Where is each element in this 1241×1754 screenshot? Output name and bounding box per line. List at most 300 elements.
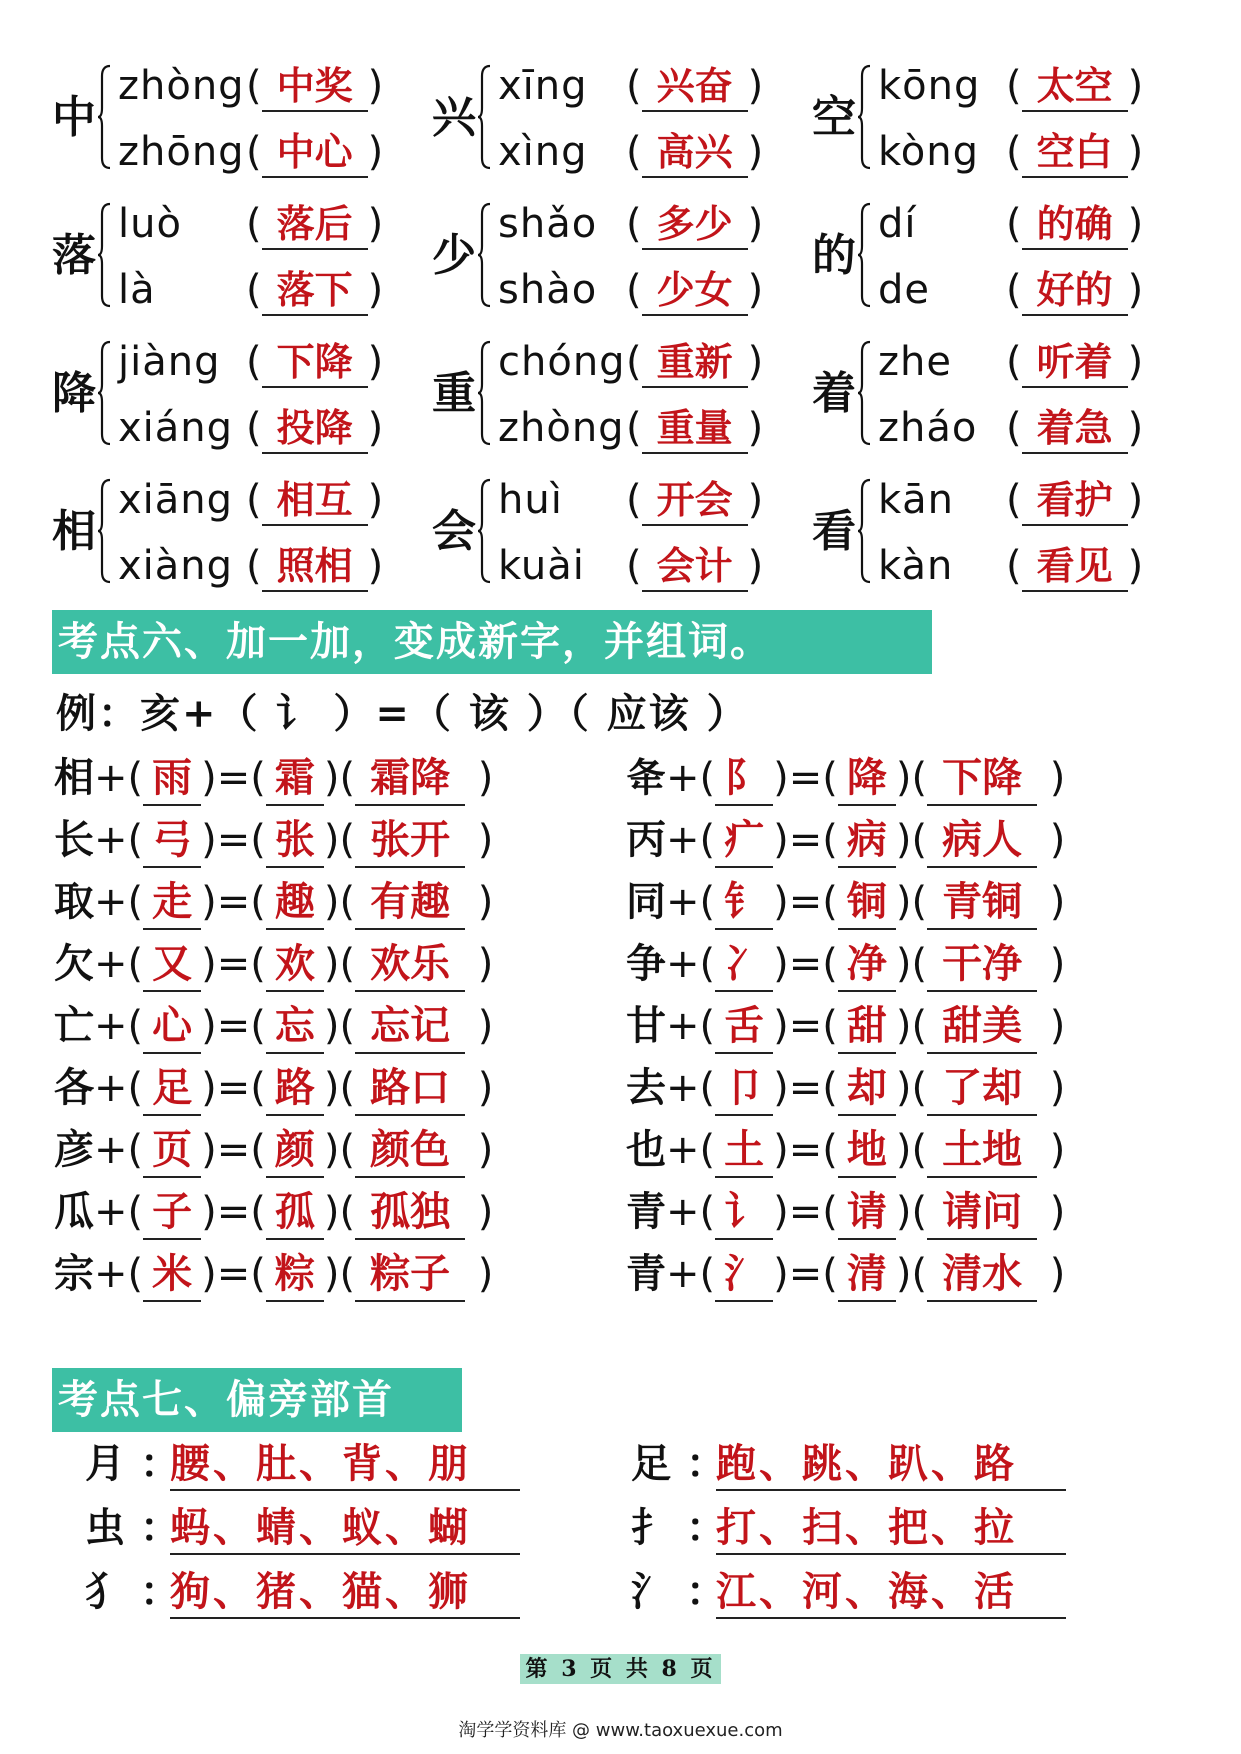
- paren-join: )(: [323, 1251, 356, 1297]
- pinyin: huì: [498, 477, 563, 523]
- source-watermark: 淘学学资料库 @ www.taoxuexue.com: [458, 1720, 783, 1741]
- open-paren: (: [246, 201, 262, 247]
- polyphonic-char: 重: [432, 368, 476, 419]
- section6-example: 例：亥+（ 讠 ）=（ 该 ）（ 应该 ）: [56, 690, 749, 737]
- word-wrap: [626, 58, 763, 114]
- add-radical-row: [626, 1120, 1065, 1180]
- word-answer: 张开: [355, 814, 465, 868]
- base-char: 夅: [626, 754, 666, 801]
- word-answer: 孤独: [355, 1186, 465, 1240]
- polyphonic-entry: [52, 472, 432, 596]
- open-paren: (: [1006, 477, 1022, 523]
- radical-row: [70, 1434, 520, 1494]
- open-paren: (: [626, 201, 642, 247]
- equals-sign: )=(: [773, 1251, 838, 1297]
- word-wrap: [246, 58, 383, 114]
- base-char: 宗: [54, 1250, 94, 1297]
- base-char: 青: [626, 1188, 666, 1235]
- equals-sign: )=(: [201, 817, 266, 863]
- section7-title: 考点七、偏旁部首: [52, 1368, 462, 1432]
- base-char: 相: [54, 754, 94, 801]
- radical-chars: 江、河、海、活: [716, 1567, 1066, 1619]
- polyphonic-entry: [52, 58, 432, 182]
- equals-sign: )=(: [201, 1127, 266, 1173]
- brace-icon: [858, 64, 872, 170]
- answer-word: 的确: [1022, 200, 1128, 250]
- word-answer: 青铜: [927, 876, 1037, 930]
- word-wrap: [246, 400, 383, 456]
- paren-join: )(: [895, 879, 928, 925]
- plus-sign: +(: [94, 755, 144, 801]
- equals-sign: )=(: [201, 1251, 266, 1297]
- radical-row: [616, 1498, 1066, 1558]
- open-paren: (: [626, 477, 642, 523]
- open-paren: (: [626, 267, 642, 313]
- pinyin: xiáng: [118, 405, 234, 451]
- radical-answer: 氵: [715, 1248, 773, 1302]
- word-answer: 清水: [927, 1248, 1037, 1302]
- close-paren: ): [747, 129, 764, 175]
- close-paren: ): [367, 339, 384, 385]
- open-paren: (: [246, 63, 262, 109]
- radical-answer: 足: [143, 1062, 201, 1116]
- answer-word: 会计: [642, 542, 748, 592]
- brace-icon: [478, 340, 492, 446]
- char-answer: 孤: [266, 1186, 324, 1240]
- close-paren: ): [1127, 339, 1144, 385]
- close-paren: ): [1037, 941, 1066, 987]
- word-answer: 甜美: [927, 1000, 1037, 1054]
- add-radical-row: [626, 1058, 1065, 1118]
- open-paren: (: [626, 63, 642, 109]
- polyphonic-char: 落: [52, 230, 96, 281]
- pinyin: xiàng: [118, 543, 234, 589]
- word-answer: 欢乐: [355, 938, 465, 992]
- word-answer: 路口: [355, 1062, 465, 1116]
- open-paren: (: [1006, 63, 1022, 109]
- open-paren: (: [246, 405, 262, 451]
- char-answer: 忘: [266, 1000, 324, 1054]
- colon: ：: [140, 1568, 180, 1615]
- word-wrap: [246, 196, 383, 252]
- close-paren: ): [747, 543, 764, 589]
- radical-answer: 舌: [715, 1000, 773, 1054]
- close-paren: ): [367, 201, 384, 247]
- polyphonic-char: 着: [812, 368, 856, 419]
- brace-icon: [478, 64, 492, 170]
- plus-sign: +(: [94, 879, 144, 925]
- word-wrap: [246, 472, 383, 528]
- word-answer: 有趣: [355, 876, 465, 930]
- word-wrap: [626, 400, 763, 456]
- char-answer: 欢: [266, 938, 324, 992]
- close-paren: ): [1037, 1065, 1066, 1111]
- equals-sign: )=(: [773, 879, 838, 925]
- open-paren: (: [1006, 405, 1022, 451]
- word-wrap: [626, 538, 763, 594]
- colon: ：: [140, 1504, 180, 1551]
- close-paren: ): [1127, 129, 1144, 175]
- pinyin: xìng: [498, 129, 588, 175]
- polyphonic-char: 兴: [432, 92, 476, 143]
- add-radical-row: [626, 1182, 1065, 1242]
- close-paren: ): [747, 477, 764, 523]
- close-paren: ): [465, 941, 494, 987]
- equals-sign: )=(: [201, 941, 266, 987]
- word-wrap: [246, 262, 383, 318]
- polyphonic-entry: [812, 196, 1192, 320]
- plus-sign: +(: [666, 1127, 716, 1173]
- close-paren: ): [1127, 201, 1144, 247]
- radical-answer: 又: [143, 938, 201, 992]
- paren-join: )(: [323, 941, 356, 987]
- add-radical-row: [626, 748, 1065, 808]
- pinyin: kàn: [878, 543, 954, 589]
- polyphonic-char: 相: [52, 506, 96, 557]
- equals-sign: )=(: [773, 1127, 838, 1173]
- base-char: 亡: [54, 1002, 94, 1049]
- answer-word: 照相: [262, 542, 368, 592]
- paren-join: )(: [323, 755, 356, 801]
- equals-sign: )=(: [201, 1065, 266, 1111]
- answer-word: 落下: [262, 266, 368, 316]
- colon: ：: [686, 1440, 726, 1487]
- answer-word: 下降: [262, 338, 368, 388]
- plus-sign: +(: [94, 941, 144, 987]
- radical-chars: 狗、猪、猫、狮: [170, 1567, 520, 1619]
- polyphonic-char: 看: [812, 506, 856, 557]
- plus-sign: +(: [94, 1189, 144, 1235]
- radical-answer: 土: [715, 1124, 773, 1178]
- word-answer: 病人: [927, 814, 1037, 868]
- pinyin: de: [878, 267, 930, 313]
- pinyin: zhòng: [118, 63, 245, 109]
- open-paren: (: [626, 129, 642, 175]
- answer-word: 重量: [642, 404, 748, 454]
- char-answer: 请: [838, 1186, 896, 1240]
- radical-row: [70, 1562, 520, 1622]
- close-paren: ): [465, 755, 494, 801]
- plus-sign: +(: [94, 817, 144, 863]
- close-paren: ): [1037, 1251, 1066, 1297]
- paren-join: )(: [323, 1003, 356, 1049]
- paren-join: )(: [895, 1127, 928, 1173]
- base-char: 欠: [54, 940, 94, 987]
- open-paren: (: [1006, 129, 1022, 175]
- base-char: 取: [54, 878, 94, 925]
- word-wrap: [246, 334, 383, 390]
- radical-answer: 疒: [715, 814, 773, 868]
- add-radical-row: [54, 872, 493, 932]
- pinyin: dí: [878, 201, 917, 247]
- equals-sign: )=(: [773, 1003, 838, 1049]
- radical: 虫: [85, 1504, 125, 1551]
- answer-word: 看见: [1022, 542, 1128, 592]
- radical: 扌: [631, 1504, 671, 1551]
- add-radical-row: [626, 934, 1065, 994]
- plus-sign: +(: [94, 1065, 144, 1111]
- close-paren: ): [1127, 477, 1144, 523]
- equals-sign: )=(: [773, 1189, 838, 1235]
- answer-word: 高兴: [642, 128, 748, 178]
- word-wrap: [1006, 400, 1143, 456]
- char-answer: 降: [838, 752, 896, 806]
- plus-sign: +(: [666, 1251, 716, 1297]
- answer-word: 中奖: [262, 62, 368, 112]
- radical-chars: 腰、肚、背、朋: [170, 1439, 520, 1491]
- add-radical-row: [54, 1058, 493, 1118]
- word-wrap: [1006, 58, 1143, 114]
- base-char: 也: [626, 1126, 666, 1173]
- open-paren: (: [246, 267, 262, 313]
- brace-icon: [98, 64, 112, 170]
- pinyin: xīng: [498, 63, 588, 109]
- pinyin: shào: [498, 267, 598, 313]
- brace-icon: [478, 478, 492, 584]
- word-wrap: [1006, 262, 1143, 318]
- radical-answer: 米: [143, 1248, 201, 1302]
- polyphonic-entry: [812, 472, 1192, 596]
- add-radical-row: [54, 748, 493, 808]
- base-char: 甘: [626, 1002, 666, 1049]
- close-paren: ): [465, 1189, 494, 1235]
- radical-chars: 跑、跳、趴、路: [716, 1439, 1066, 1491]
- char-answer: 铜: [838, 876, 896, 930]
- open-paren: (: [1006, 339, 1022, 385]
- radical-answer: 走: [143, 876, 201, 930]
- plus-sign: +(: [666, 879, 716, 925]
- open-paren: (: [626, 339, 642, 385]
- polyphonic-entry: [432, 334, 812, 458]
- radical-answer: 雨: [143, 752, 201, 806]
- base-char: 彦: [54, 1126, 94, 1173]
- char-answer: 清: [838, 1248, 896, 1302]
- answer-word: 太空: [1022, 62, 1128, 112]
- close-paren: ): [1037, 1127, 1066, 1173]
- polyphonic-char: 的: [812, 230, 856, 281]
- radical: 犭: [85, 1568, 125, 1615]
- equals-sign: )=(: [201, 755, 266, 801]
- colon: ：: [140, 1440, 180, 1487]
- equals-sign: )=(: [773, 755, 838, 801]
- base-char: 丙: [626, 816, 666, 863]
- colon: ：: [686, 1504, 726, 1551]
- colon: ：: [686, 1568, 726, 1615]
- add-radical-row: [54, 996, 493, 1056]
- word-answer: 霜降: [355, 752, 465, 806]
- polyphonic-char: 降: [52, 368, 96, 419]
- base-char: 青: [626, 1250, 666, 1297]
- close-paren: ): [367, 543, 384, 589]
- pinyin: zhōng: [118, 129, 245, 175]
- answer-word: 投降: [262, 404, 368, 454]
- word-wrap: [1006, 538, 1143, 594]
- radical-answer: 讠: [715, 1186, 773, 1240]
- brace-icon: [478, 202, 492, 308]
- pinyin: kōng: [878, 63, 981, 109]
- word-wrap: [626, 472, 763, 528]
- close-paren: ): [367, 405, 384, 451]
- word-wrap: [626, 334, 763, 390]
- polyphonic-entry: [812, 334, 1192, 458]
- open-paren: (: [626, 405, 642, 451]
- word-answer: 忘记: [355, 1000, 465, 1054]
- radical-answer: 弓: [143, 814, 201, 868]
- pinyin: kòng: [878, 129, 979, 175]
- close-paren: ): [1037, 879, 1066, 925]
- close-paren: ): [747, 267, 764, 313]
- close-paren: ): [1037, 1189, 1066, 1235]
- close-paren: ): [367, 63, 384, 109]
- answer-word: 听着: [1022, 338, 1128, 388]
- pinyin: zháo: [878, 405, 978, 451]
- plus-sign: +(: [94, 1003, 144, 1049]
- polyphonic-entry: [432, 58, 812, 182]
- open-paren: (: [246, 477, 262, 523]
- close-paren: ): [1037, 755, 1066, 801]
- add-radical-row: [626, 1244, 1065, 1304]
- plus-sign: +(: [666, 755, 716, 801]
- char-answer: 粽: [266, 1248, 324, 1302]
- brace-icon: [858, 340, 872, 446]
- equals-sign: )=(: [773, 941, 838, 987]
- base-char: 去: [626, 1064, 666, 1111]
- brace-icon: [98, 478, 112, 584]
- polyphonic-entry: [52, 196, 432, 320]
- polyphonic-char: 会: [432, 506, 476, 557]
- close-paren: ): [367, 477, 384, 523]
- plus-sign: +(: [666, 1189, 716, 1235]
- paren-join: )(: [895, 1251, 928, 1297]
- radical-row: [616, 1562, 1066, 1622]
- word-answer: 颜色: [355, 1124, 465, 1178]
- pinyin: kuài: [498, 543, 585, 589]
- close-paren: ): [1037, 817, 1066, 863]
- base-char: 争: [626, 940, 666, 987]
- polyphonic-entry: [52, 334, 432, 458]
- page-number-label: 第 3 页 共 8 页: [520, 1654, 722, 1684]
- plus-sign: +(: [666, 941, 716, 987]
- word-answer: 请问: [927, 1186, 1037, 1240]
- base-char: 长: [54, 816, 94, 863]
- paren-join: )(: [323, 1189, 356, 1235]
- paren-join: )(: [323, 879, 356, 925]
- pinyin: chóng: [498, 339, 626, 385]
- base-char: 各: [54, 1064, 94, 1111]
- answer-word: 开会: [642, 476, 748, 526]
- section6-title: 考点六、加一加，变成新字，并组词。: [52, 610, 932, 674]
- radical-answer: 心: [143, 1000, 201, 1054]
- radical-answer: 卩: [715, 1062, 773, 1116]
- word-wrap: [1006, 472, 1143, 528]
- add-radical-row: [54, 934, 493, 994]
- close-paren: ): [465, 1127, 494, 1173]
- add-radical-row: [626, 872, 1065, 932]
- pinyin: shǎo: [498, 201, 598, 247]
- add-radical-row: [54, 1120, 493, 1180]
- equals-sign: )=(: [773, 1065, 838, 1111]
- open-paren: (: [246, 543, 262, 589]
- brace-icon: [858, 478, 872, 584]
- close-paren: ): [747, 405, 764, 451]
- pinyin: là: [118, 267, 156, 313]
- open-paren: (: [1006, 201, 1022, 247]
- radical: 月: [85, 1440, 125, 1487]
- answer-word: 相互: [262, 476, 368, 526]
- paren-join: )(: [895, 755, 928, 801]
- close-paren: ): [747, 201, 764, 247]
- answer-word: 落后: [262, 200, 368, 250]
- radical-row: [616, 1434, 1066, 1494]
- add-radical-row: [54, 810, 493, 870]
- close-paren: ): [367, 267, 384, 313]
- add-radical-row: [626, 810, 1065, 870]
- answer-word: 多少: [642, 200, 748, 250]
- answer-word: 中心: [262, 128, 368, 178]
- close-paren: ): [465, 1065, 494, 1111]
- add-radical-row: [626, 996, 1065, 1056]
- answer-word: 看护: [1022, 476, 1128, 526]
- page-number: [0, 1652, 1241, 1683]
- close-paren: ): [747, 63, 764, 109]
- base-char: 同: [626, 878, 666, 925]
- close-paren: ): [1037, 1003, 1066, 1049]
- pinyin: luò: [118, 201, 182, 247]
- char-answer: 路: [266, 1062, 324, 1116]
- word-wrap: [626, 196, 763, 252]
- brace-icon: [98, 202, 112, 308]
- word-wrap: [1006, 124, 1143, 180]
- paren-join: )(: [323, 817, 356, 863]
- char-answer: 颜: [266, 1124, 324, 1178]
- answer-word: 好的: [1022, 266, 1128, 316]
- radical-answer: 子: [143, 1186, 201, 1240]
- word-answer: 干净: [927, 938, 1037, 992]
- char-answer: 趣: [266, 876, 324, 930]
- close-paren: ): [367, 129, 384, 175]
- answer-word: 空白: [1022, 128, 1128, 178]
- paren-join: )(: [323, 1065, 356, 1111]
- plus-sign: +(: [666, 817, 716, 863]
- word-wrap: [626, 124, 763, 180]
- radical-row: [70, 1498, 520, 1558]
- word-wrap: [1006, 334, 1143, 390]
- word-answer: 下降: [927, 752, 1037, 806]
- close-paren: ): [465, 879, 494, 925]
- close-paren: ): [1127, 405, 1144, 451]
- answer-word: 重新: [642, 338, 748, 388]
- paren-join: )(: [895, 941, 928, 987]
- equals-sign: )=(: [201, 879, 266, 925]
- radical: 氵: [631, 1568, 671, 1615]
- char-answer: 霜: [266, 752, 324, 806]
- radical-chars: 打、扫、把、拉: [716, 1503, 1066, 1555]
- open-paren: (: [246, 339, 262, 385]
- plus-sign: +(: [666, 1065, 716, 1111]
- answer-word: 着急: [1022, 404, 1128, 454]
- close-paren: ): [465, 817, 494, 863]
- char-answer: 却: [838, 1062, 896, 1116]
- base-char: 瓜: [54, 1188, 94, 1235]
- brace-icon: [858, 202, 872, 308]
- equals-sign: )=(: [773, 817, 838, 863]
- equals-sign: )=(: [201, 1003, 266, 1049]
- close-paren: ): [1127, 63, 1144, 109]
- polyphonic-entry: [812, 58, 1192, 182]
- radical-chars: 蚂、蜻、蚁、蝴: [170, 1503, 520, 1555]
- paren-join: )(: [895, 817, 928, 863]
- plus-sign: +(: [666, 1003, 716, 1049]
